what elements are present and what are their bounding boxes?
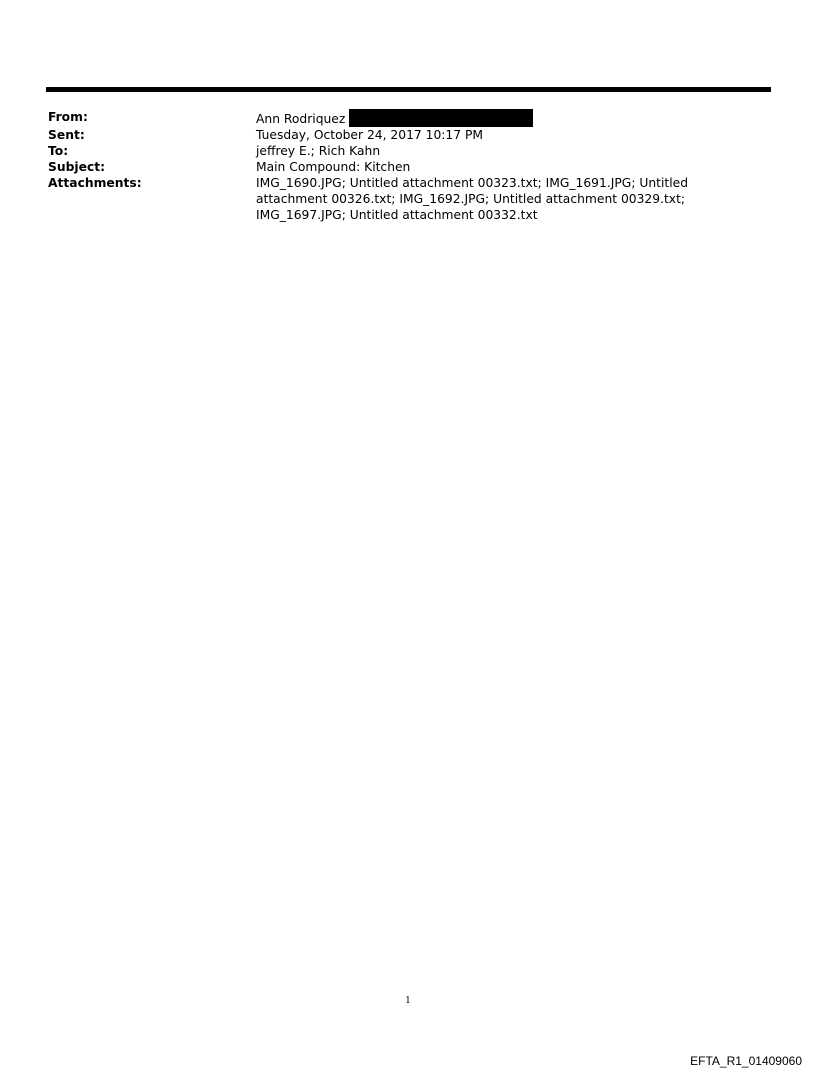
attachments-value: IMG_1690.JPG; Untitled attachment 00323.txt; IMG_1691.JPG; Untitled attachment 00326.txt; IMG_1692.JPG; Untitled attachment 00329.txt; IMG_1697.JPG; Untitled attachment 00332.txt [256, 176, 689, 222]
bates-number: EFTA_R1_01409060 [690, 1054, 802, 1068]
subject-label: Subject: [48, 160, 106, 174]
header-rule [46, 87, 771, 92]
to-value: jeffrey E.; Rich Kahn [256, 144, 381, 158]
sent-row [48, 127, 768, 143]
subject-row [48, 159, 768, 175]
from-row [48, 109, 768, 127]
redaction-block [349, 109, 533, 127]
sender-name: Ann Rodriquez [256, 112, 346, 126]
sent-label: Sent: [48, 128, 85, 142]
from-value [256, 109, 756, 127]
from-label: From: [48, 110, 88, 124]
attachments-row [48, 175, 768, 223]
sent-value: Tuesday, October 24, 2017 10:17 PM [256, 128, 484, 142]
page-number: 1 [405, 996, 411, 1006]
attachments-label: Attachments: [48, 176, 142, 190]
subject-value: Main Compound: Kitchen [256, 160, 411, 174]
email-header [48, 109, 768, 223]
to-label: To: [48, 144, 69, 158]
to-row [48, 143, 768, 159]
